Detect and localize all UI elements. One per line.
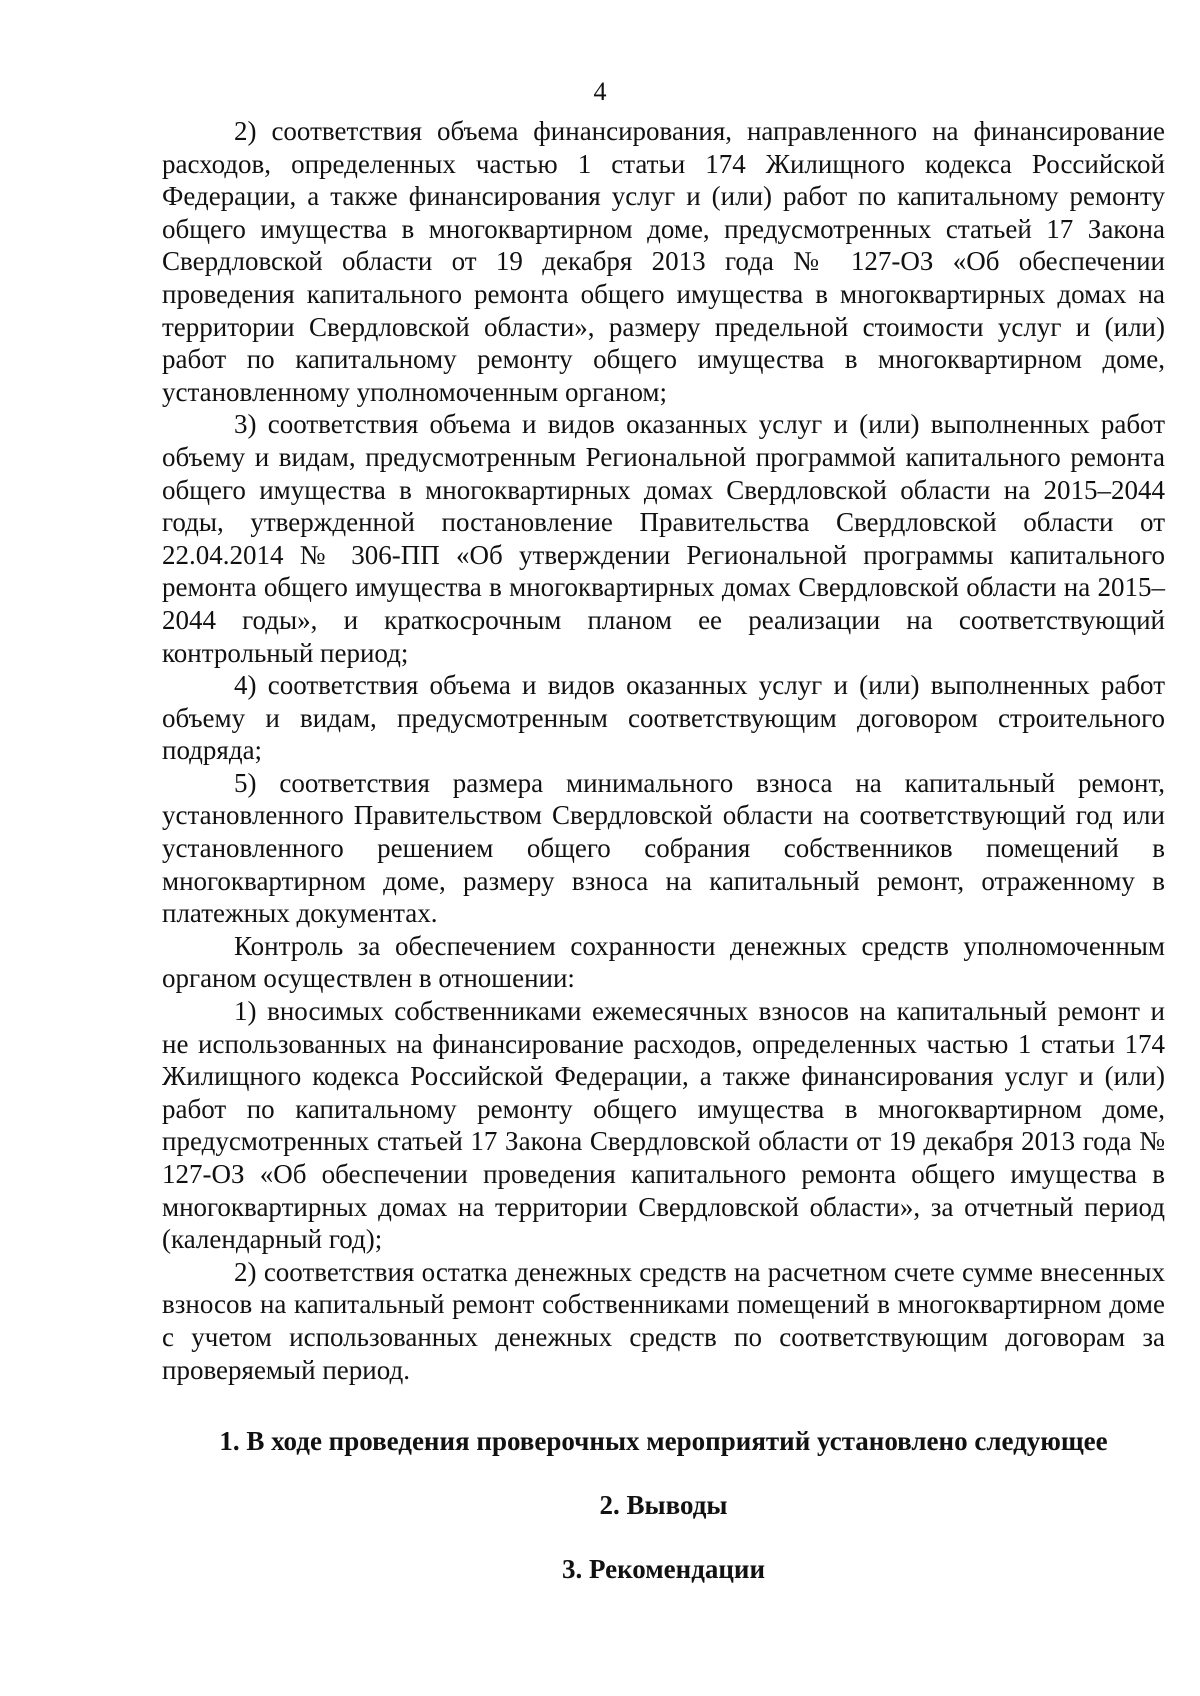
heading-findings: 1. В ходе проведения проверочных мероприятий установлено следующее: [219, 1426, 1108, 1456]
paragraph-contract-compliance: 4) соответствия объема и видов оказанных услуг и (или) выполненных работ объему и видам, предусмотренным соответствующим договором строительного подряда;: [162, 670, 1165, 766]
paragraph-monthly-contributions: 1) вносимых собственниками ежемесячных взносов на капитальный ремонт и не использованных на финансирование расходов, определенных частью 1 статьи 174 Жилищного кодекса Российской Федерации, а также финансирования услуг и (или) работ по капитальному ремонту общего имущества в многоквартирном доме, предусмотренных статьей 17 Закона Свердловской области от 19 декабря 2013 года № 127-ОЗ «Об обеспечении проведения капитального ремонта общего имущества в многоквартирных домах на территории Свердловской области», за отчетный период (календарный год);: [162, 996, 1165, 1255]
section-headings: [162, 1425, 1165, 1585]
document-body: [162, 115, 1165, 1386]
paragraph-regional-program-compliance: 3) соответствия объема и видов оказанных услуг и (или) выполненных работ объему и видам, предусмотренным Региональной программой капитального ремонта общего имущества в многоквартирных домах Свердловской области на 2015–2044 годы, утвержденной постановление Правительства Свердловской области от 22.04.2014 № 306-ПП «Об утверждении Региональной программы капитального ремонта общего имущества в многоквартирных домах Свердловской области на 2015–2044 годы», и краткосрочным планом ее реализации на соответствующий контрольный период;: [162, 409, 1165, 668]
page-number: 4: [593, 77, 607, 106]
heading-conclusions: 2. Выводы: [599, 1490, 728, 1520]
paragraph-minimum-contribution: 5) соответствия размера минимального взноса на капитальный ремонт, установленного Правительством Свердловской области на соответствующий год или установленного решением общего собрания собственников помещений в многоквартирном доме, размеру взноса на капитальный ремонт, отраженному в платежных документах.: [162, 767, 1165, 929]
heading-recommendations: 3. Рекомендации: [561, 1554, 766, 1584]
paragraph-safekeeping-control: Контроль за обеспечением сохранности денежных средств уполномоченным органом осуществлен в отношении:: [162, 930, 1165, 994]
paragraph-account-balance: 2) соответствия остатка денежных средств на расчетном счете сумме внесенных взносов на капитальный ремонт собственниками помещений в многоквартирном доме с учетом использованных денежных средств по соответствующим договорам за проверяемый период.: [162, 1256, 1165, 1385]
paragraph-financing-compliance: 2) соответствия объема финансирования, направленного на финансирование расходов, определенных частью 1 статьи 174 Жилищного кодекса Российской Федерации, а также финансирования услуг и (или) работ по капитальному ремонту общего имущества в многоквартирном доме, предусмотренных статьей 17 Закона Свердловской области от 19 декабря 2013 года № 127-ОЗ «Об обеспечении проведения капитального ремонта общего имущества в многоквартирных домах на территории Свердловской области», размеру предельной стоимости услуг и (или) работ по капитальному ремонту общего имущества в многоквартирном доме, установленному уполномоченным органом;: [162, 116, 1165, 407]
